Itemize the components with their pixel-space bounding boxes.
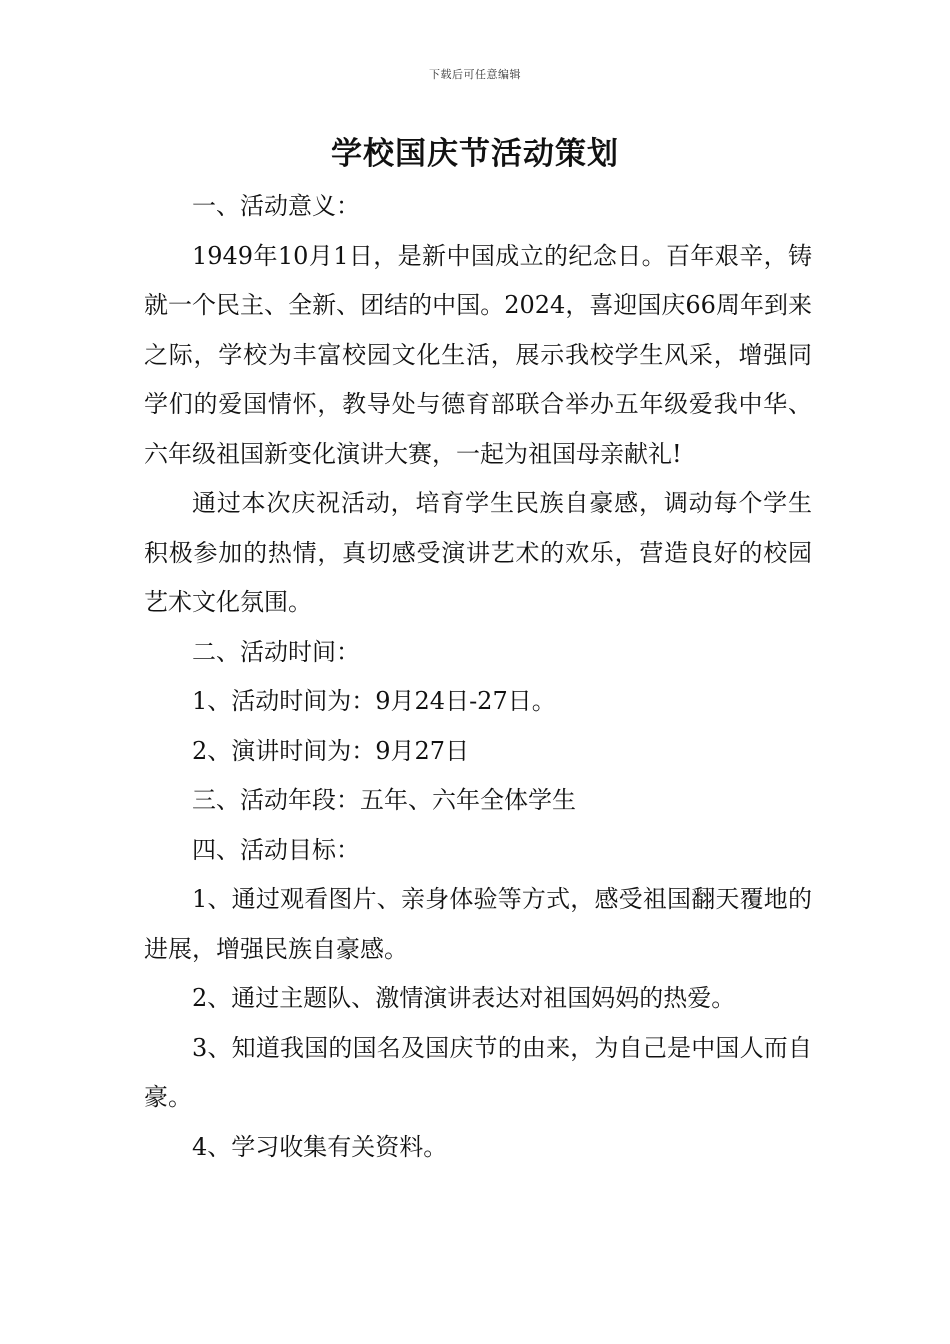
paragraph-significance-2: 通过本次庆祝活动，培育学生民族自豪感，调动每个学生积极参加的热情，真切感受演讲艺术的欢乐，营造良好的校园艺术文化氛围。 [144,489,812,616]
list-item-activity-time: 1、活动时间为：9月24日-27日。 [192,687,556,715]
document-body [144,182,812,1172]
section-heading-grades: 三、活动年段：五年、六年全体学生 [192,786,576,814]
list-item-speech-time: 2、演讲时间为：9月27日 [192,736,470,765]
section-heading-significance: 一、活动意义： [192,192,360,220]
list-item-goal-4: 4、学习收集有关资料。 [192,1132,448,1161]
list-item-goal-3: 3、知道我国的国名及国庆节的由来，为自己是中国人而自豪。 [144,1033,812,1111]
page-title: 学校国庆节活动策划 [331,136,619,172]
section-heading-time: 二、活动时间： [192,637,360,666]
list-item-goal-1: 1、通过观看图片、亲身体验等方式，感受祖国翻天覆地的进展，增强民族自豪感。 [144,885,812,963]
header-note: 下载后可任意编辑 [429,68,521,81]
section-heading-goals: 四、活动目标： [192,835,360,864]
list-item-goal-2: 2、通过主题队、激情演讲表达对祖国妈妈的热爱。 [192,984,736,1012]
paragraph-significance-1: 1949年10月1日，是新中国成立的纪念日。百年艰辛，铸就一个民主、全新、团结的中国。2024，喜迎国庆66周年到来之际，学校为丰富校园文化生活，展示我校学生风采，增强同学们的爱国情怀，教导处与德育部联合举办五年级爱我中华、六年级祖国新变化演讲大赛，一起为祖国母亲献礼! [144,241,812,468]
